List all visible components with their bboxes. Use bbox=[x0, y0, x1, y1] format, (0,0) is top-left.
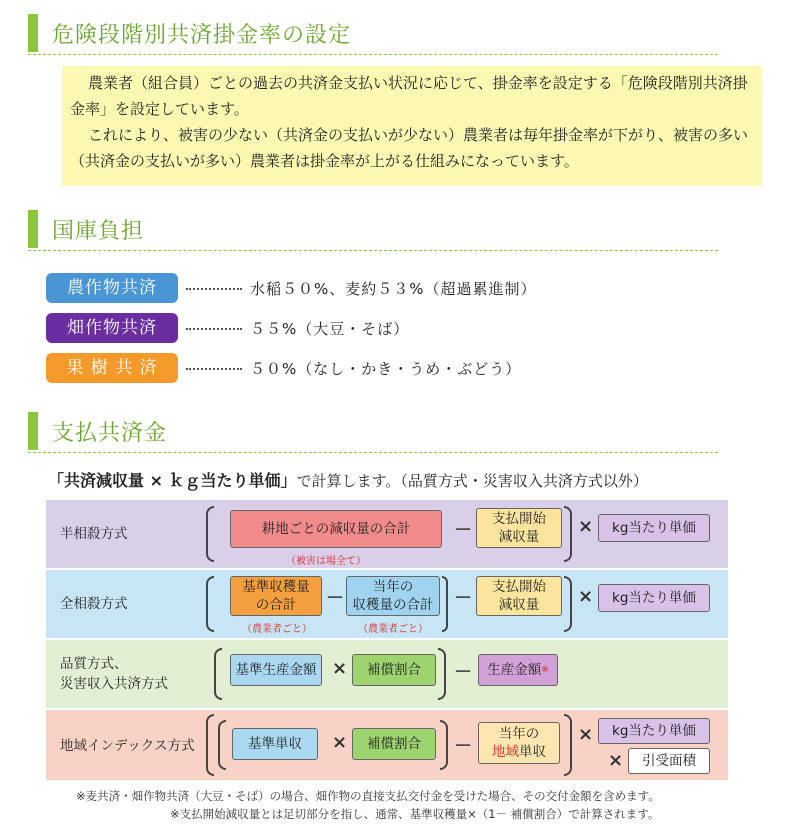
payment-formula bbox=[48, 468, 648, 491]
section-divider bbox=[28, 54, 718, 55]
box-current-area-unit-yield bbox=[478, 722, 560, 764]
bracket-left bbox=[206, 576, 214, 632]
box-coverage-ratio: 補償割合 bbox=[352, 728, 436, 760]
section-title: 危険段階別共済掛金率の設定 bbox=[52, 23, 352, 48]
risk-rate-description bbox=[62, 66, 762, 186]
note-per-farmer: （農業者ごと） bbox=[242, 624, 312, 635]
leader-dots bbox=[186, 368, 242, 370]
box-payment-start-loss: 支払開始 減収量 bbox=[476, 508, 562, 548]
method-row-area-index bbox=[46, 710, 728, 780]
method-label: 品質方式、 災害収入共済方式 bbox=[60, 656, 168, 692]
note-all-damaged-fields: （被害は場全て） bbox=[286, 556, 366, 567]
box-unit-price: kg当たり単価 bbox=[598, 718, 710, 744]
description-paragraph-1: 農業者（組合員）ごとの過去の共済金支払い状況に応じて、掛金率を設定する「危険段階別共済掛金率」を設定しています。 bbox=[70, 74, 748, 118]
method-label: 半相殺方式 bbox=[60, 526, 128, 542]
bracket-right bbox=[564, 506, 572, 562]
bracket-outer-right bbox=[564, 714, 572, 776]
times-operator: × bbox=[608, 750, 624, 771]
method-row-half-offset bbox=[46, 500, 728, 568]
method-label: 全相殺方式 bbox=[60, 596, 128, 612]
note-per-farmer: （農業者ごと） bbox=[358, 624, 428, 635]
box-standard-unit-yield: 基準単収 bbox=[232, 728, 318, 760]
area-yield-line2 bbox=[492, 743, 546, 761]
leader-dots bbox=[186, 328, 242, 330]
box-coverage-ratio: 補償割合 bbox=[352, 654, 436, 686]
area-yield-line1: 当年の bbox=[498, 726, 540, 742]
times-operator: × bbox=[578, 516, 594, 537]
footnote-2: ※支払開始減収量とは足切部分を指し、通常、基準収穫量×（1－ 補償割合）で計算されます。 bbox=[170, 807, 660, 821]
minus-operator: － bbox=[454, 520, 472, 541]
section-title: 支払共済金 bbox=[52, 421, 168, 446]
box-insured-area: 引受面積 bbox=[628, 748, 710, 774]
times-operator: × bbox=[332, 732, 348, 753]
section-divider bbox=[28, 250, 718, 251]
box-production-value bbox=[478, 654, 558, 686]
pill-field-crop-insurance: 畑作物共済 bbox=[46, 313, 178, 343]
box-standard-yield-total: 基準収穫量 の合計 bbox=[230, 576, 322, 616]
minus-operator: － bbox=[454, 662, 472, 683]
bracket-right bbox=[564, 576, 572, 632]
share-fruit-tree-insurance: ５０%（なし・かき・うめ・ぶどう） bbox=[250, 360, 522, 378]
bracket-left bbox=[206, 506, 214, 562]
share-field-crop-insurance: ５５%（大豆・そば） bbox=[250, 320, 410, 338]
leader-dots bbox=[186, 288, 242, 290]
section-title: 国庫負担 bbox=[52, 219, 145, 244]
box-standard-production-value: 基準生産金額 bbox=[230, 654, 322, 686]
box-unit-price: kg当たり単価 bbox=[598, 514, 710, 542]
box-unit-price: kg当たり単価 bbox=[598, 584, 710, 612]
minus-operator: － bbox=[326, 588, 344, 609]
times-operator: × bbox=[578, 724, 594, 745]
times-operator: × bbox=[578, 586, 594, 607]
area-word: 地域 bbox=[492, 744, 519, 760]
asterisk-mark: ※ bbox=[541, 665, 549, 675]
box-field-yield-loss-total: 耕地ごとの減収量の合計 bbox=[230, 510, 442, 548]
times-operator: × bbox=[332, 658, 348, 679]
pill-crop-insurance: 農作物共済 bbox=[46, 273, 178, 303]
bracket-right bbox=[438, 648, 446, 700]
section-header-national-share bbox=[28, 210, 718, 250]
section-bar bbox=[28, 210, 38, 248]
production-value-label: 生産金額 bbox=[487, 662, 542, 678]
section-header-risk-rate bbox=[28, 14, 718, 54]
formula-bold: 「共済減収量 × ｋｇ当たり単価」 bbox=[48, 471, 297, 490]
bracket-inner-right bbox=[440, 720, 448, 770]
method-row-quality-income bbox=[46, 640, 728, 708]
section-bar bbox=[28, 412, 38, 450]
share-crop-insurance: 水稲５０%、麦約５３%（超過累進制） bbox=[250, 280, 537, 298]
bracket-inner-right bbox=[442, 576, 448, 632]
box-payment-start-loss: 支払開始 減収量 bbox=[476, 576, 562, 616]
unit-yield-word: 単収 bbox=[519, 744, 546, 760]
method-row-full-offset bbox=[46, 570, 728, 638]
pill-fruit-tree-insurance: 果 樹 共 済 bbox=[46, 353, 178, 383]
minus-operator: － bbox=[454, 588, 472, 609]
bracket-outer-left bbox=[206, 714, 214, 776]
method-label: 地域インデックス方式 bbox=[60, 738, 195, 754]
section-header-payment bbox=[28, 412, 718, 452]
section-bar bbox=[28, 14, 38, 52]
section-divider bbox=[28, 452, 718, 453]
box-current-harvest-total: 当年の 収穫量の合計 bbox=[346, 576, 440, 616]
footnote-1: ※麦共済・畑作物共済（大豆・そば）の場合、畑作物の直接支払交付金を受けた場合、その交付金額を含めます。 bbox=[76, 789, 660, 803]
bracket-left bbox=[214, 648, 222, 700]
bracket-inner-left bbox=[218, 720, 226, 770]
description-paragraph-2: これにより、被害の少ない（共済金の支払いが少ない）農業者は毎年掛金率が下がり、被害の多い（共済金の支払いが多い）農業者は掛金率が上がる仕組みになっています。 bbox=[70, 126, 749, 170]
minus-operator: － bbox=[454, 736, 472, 757]
formula-rest: で計算します。（品質方式・災害収入共済方式以外） bbox=[296, 472, 648, 490]
